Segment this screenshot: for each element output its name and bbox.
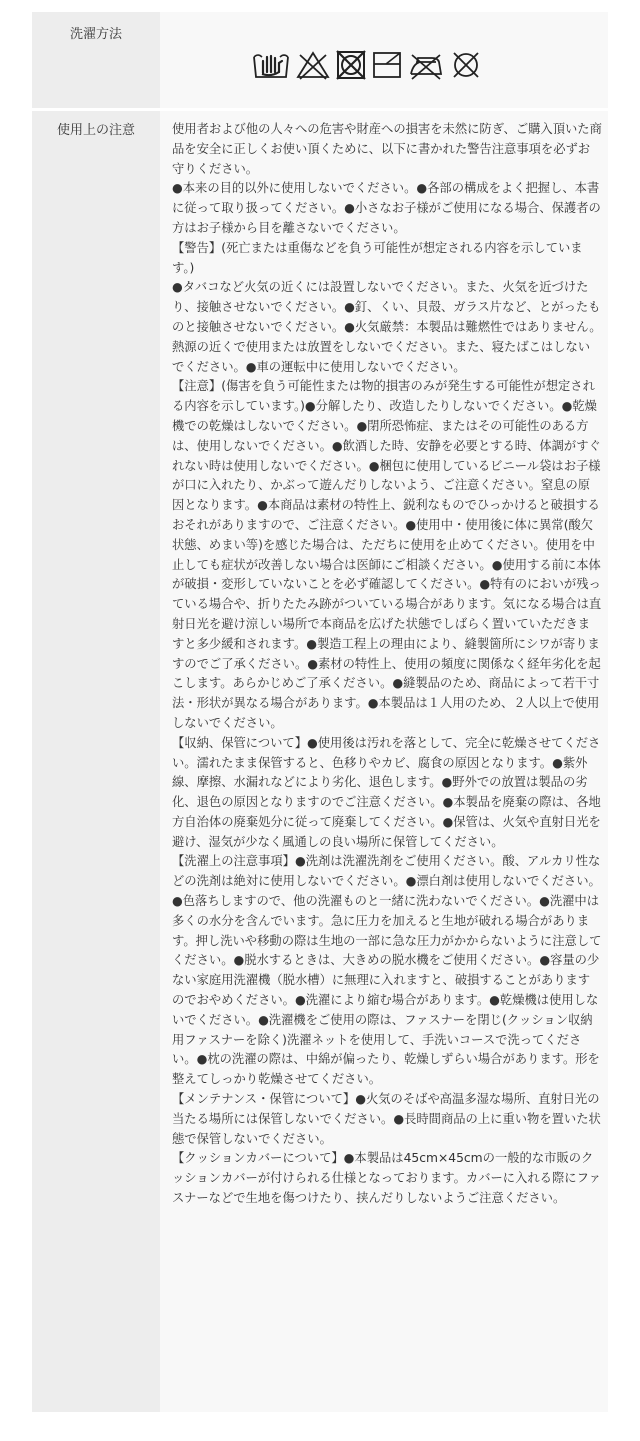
washing-method-label: 洗濯方法	[32, 12, 160, 108]
no-tumble-dry-icon	[336, 50, 366, 80]
notes-paragraph: ●タバコなど火気の近くには設置しないでください。また、火気を近づけたり、接触させないでください。●釘、くい、貝殻、ガラス片など、とがったものと接触させないでください。●火気厳禁：本製品は難燃性ではありません。熱源の近くで使用または放置をしないでください。また、寝たばこはしないでください。●車の運転中に使用しないでください。	[172, 280, 602, 374]
usage-notes-content	[160, 111, 608, 1412]
line-dry-icon	[372, 50, 402, 80]
care-symbols	[160, 12, 608, 80]
washing-method-content	[160, 12, 608, 108]
washing-method-row	[32, 12, 608, 108]
no-iron-icon	[408, 50, 444, 80]
notes-paragraph: 【収納、保管について】●使用後は汚れを落として、完全に乾燥させてください。濡れたまま保管すると、色移りやカビ、腐食の原因となります。●紫外線、摩擦、水漏れなどにより劣化、退色します。●野外での放置は製品の劣化、退色の原因となりますのでご注意ください。●本製品を廃棄の際は、各地方自治体の廃棄処分に従って廃棄してください。●保管は、火気や直射日光を避け、湿気が少なく風通しの良い場所に保管してください。	[172, 735, 601, 849]
notes-paragraph: 【メンテナンス・保管について】●火気のそばや高温多湿な場所、直射日光の当たる場所には保管しないでください。●長時間商品の上に重い物を置いた状態で保管しないでください。	[172, 1092, 601, 1146]
usage-notes-row	[32, 111, 608, 1412]
no-bleach-icon	[296, 50, 330, 80]
notes-paragraph: 【クッションカバーについて】●本製品は45cm×45cmの一般的な市販のクッションカバーが付けられる仕様となっております。カバーに入れる際にファスナーなどで生地を傷つけたり、挟んだりしないようご注意ください。	[172, 1151, 601, 1206]
hand-wash-icon	[252, 50, 290, 80]
usage-notes-label: 使用上の注意	[32, 111, 160, 1412]
notes-paragraph: 【警告】(死亡または重傷などを負う可能性が想定される内容を示しています。)	[172, 240, 583, 275]
product-info-table	[32, 12, 608, 1412]
notes-paragraph: ●本来の目的以外に使用しないでください。●各部の構成をよく把握し、本書に従って取り扱ってください。●小さなお子様がご使用になる場合、保護者の方はお子様から目を離さないでください。	[172, 181, 601, 235]
notes-paragraph: 使用者および他の人々への危害や財産への損害を未然に防ぎ、ご購入頂いた商品を安全に正しくお使い頂くために、以下に書かれた警告注意事項を必ずお守りください。	[172, 122, 602, 176]
no-dry-clean-icon	[450, 50, 482, 80]
notes-paragraph: 【洗濯上の注意事項】●洗剤は洗濯洗剤をご使用ください。酸、アルカリ性などの洗剤は絶対に使用しないでください。●漂白剤は使用しないでください。●色落ちしますので、他の洗濯ものと一緒に洗わないでください。●洗濯中は多くの水分を含んでいます。急に圧力を加えると生地が破れる場合があります。押し洗いや移動の際は生地の一部に急な圧力がかからないように注意してください。●脱水するときは、大きめの脱水機をご使用ください。●容量の少ない家庭用洗濯機（脱水槽）に無理に入れますと、破損することがありますのでおやめください。●洗濯により縮む場合があります。●乾燥機は使用しないでください。●洗濯機をご使用の際は、ファスナーを閉じ(クッション収納用ファスナーを除く)洗濯ネットを使用して、手洗いコースで洗ってください。●枕の洗濯の際は、中綿が偏ったり、乾燥しずらい場合があります。形を整えてしっかり乾燥させてください。	[172, 854, 602, 1087]
notes-paragraph: 【注意】(傷害を負う可能性または物的損害のみが発生する可能性が想定される内容を示しています。)●分解したり、改造したりしないでください。●乾燥機での乾燥はしないでください。●閉所恐怖症、またはその可能性のある方は、使用しないでください。●飲酒した時、安静を必要とする時、体調がすぐれない時は使用しないでください。●梱包に使用しているビニール袋はお子様が口に入れたり、かぶって遊んだりしないよう、ご注意ください。窒息の原因となります。●本商品は素材の特性上、鋭利なものでひっかけると破損するおそれがありますので、ご注意ください。●使用中・使用後に体に異常(酸欠状態、めまい等)を感じた場合は、ただちに使用を止めてください。使用を中止しても症状が改善しない場合は医師にご相談ください。●使用する前に本体が破損・変形していないことを必ず確認してください。●特有のにおいが残っている場合や、折りたたみ跡がついている場合があります。気になる場合は直射日光を避け涼しい場所で本商品を広げた状態でしばらく置いていただきますと多少緩和されます。●製造工程上の理由により、縫製箇所にシワが寄りますのでご了承ください。●素材の特性上、使用の頻度に関係なく経年劣化を起こします。あらかじめご了承ください。●縫製品のため、商品によって若干寸法・形状が異なる場合があります。●本製品は１人用のため、２人以上で使用しないでください。	[172, 379, 602, 730]
